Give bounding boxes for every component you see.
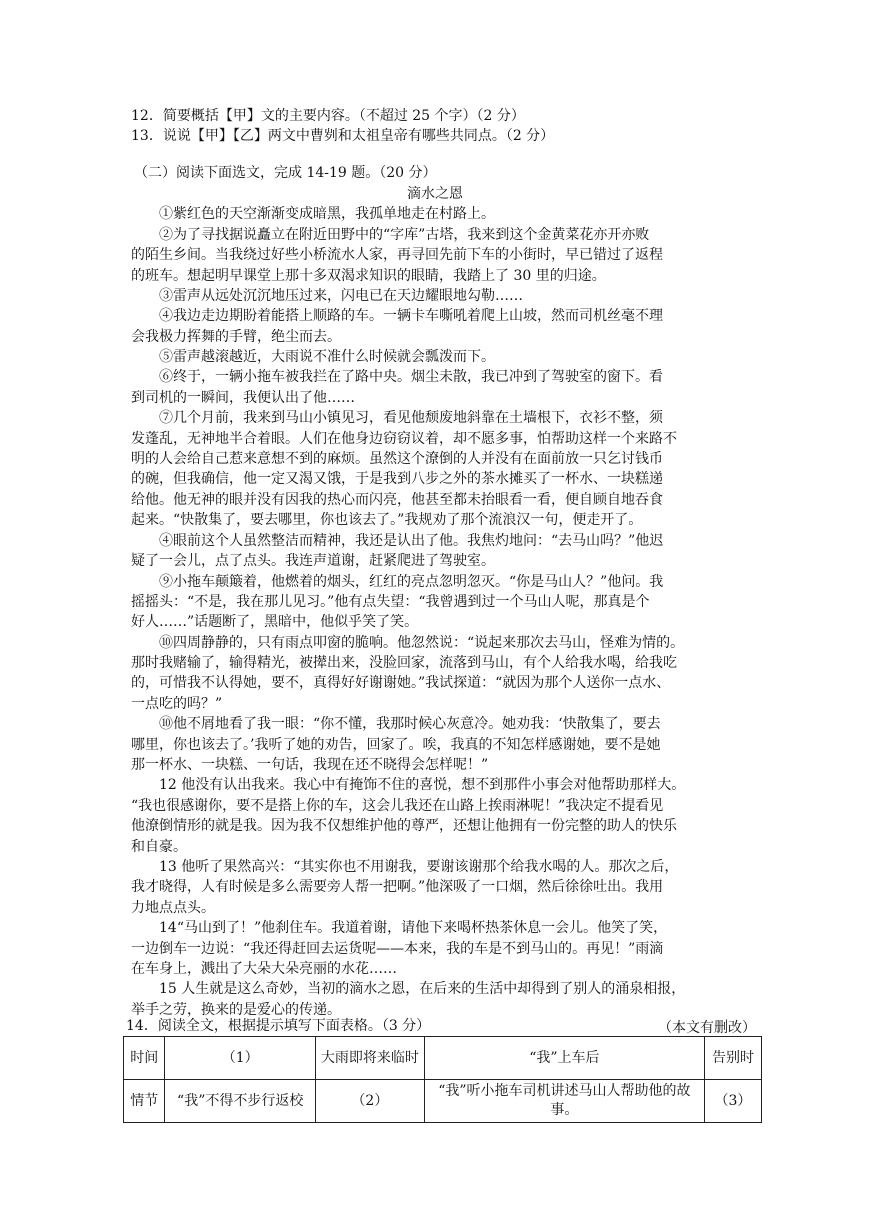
text-line: ⑨小拖车颠簸着，他燃着的烟头，红红的亮点忽明忽灭。“你是马山人？”他问。我 xyxy=(159,574,664,590)
question-14: 14．阅读全文，根据提示填写下面表格。（3 分） xyxy=(126,1018,431,1034)
text-line: 14“马山到了！”他刹住车。我道着谢，请他下来喝杯热茶休息一会儿。他笑了笑， xyxy=(159,920,668,936)
text-line: 13 他听了果然高兴：“其实你也不用谢我，要谢该谢那个给我水喝的人。那次之后， xyxy=(159,859,679,875)
text-line: ⑥终于，一辆小拖车被我拦在了路中央。烟尘未散，我已冲到了驾驶室的窗下。看 xyxy=(159,369,663,385)
text-line: 摇摇头：“不是，我在那儿见习。”他有点失望：“我曾遇到过一个马山人呢，那真是个 xyxy=(131,594,650,610)
text-line: “我也很感谢你，要不是搭上你的车，这会儿我还在山路上挨雨淋呢！”我决定不提看见 xyxy=(131,798,664,814)
text-line: ⑤雷声越滚越近，大雨说不准什么时候就会瓢泼而下。 xyxy=(159,349,495,365)
article-title: 滴水之恩 xyxy=(407,186,463,202)
table-cell: “我”不得不步行返校 xyxy=(165,1080,315,1123)
table-cell-header: “我”上车后 xyxy=(424,1037,704,1080)
table-cell-blank-3: （3） xyxy=(704,1080,761,1123)
text-line: ⑩四周静静的，只有雨点叩窗的脆响。他忽然说：“说起来那次去马山，怪难为情的。 xyxy=(159,635,685,651)
text-line: ⑦几个月前，我来到马山小镇见习，看见他颓废地斜靠在土墙根下，衣衫不整，须 xyxy=(159,410,663,426)
table-cell-blank-1: （1） xyxy=(165,1037,315,1080)
question-13: 13．说说【甲】【乙】两文中曹刿和太祖皇帝有哪些共同点。（2 分） xyxy=(131,128,555,144)
table-cell-blank-2: （2） xyxy=(315,1080,424,1123)
table-cell-header: 告别时 xyxy=(704,1037,761,1080)
text-line: 明的人会给自己惹来意想不到的麻烦。虽然这个潦倒的人并没有在面前放一只乞讨钱币 xyxy=(131,451,663,467)
question-12: 12．简要概括【甲】文的主要内容。（不超过 25 个字）（2 分） xyxy=(131,108,525,124)
text-line: ⑩他不屑地看了我一眼：“你不懂，我那时候心灰意冷。她劝我：‘快散集了，要去 xyxy=(159,716,661,732)
table-cell-header: 大雨即将来临时 xyxy=(315,1037,424,1080)
text-line: ①紫红色的天空渐渐变成暗黑，我孤单地走在村路上。 xyxy=(159,206,495,222)
text-line: 我才晓得，人有时候是多么需要旁人帮一把啊。”他深吸了一口烟，然后徐徐吐出。我用 xyxy=(131,879,664,895)
table-cell-header: 时间 xyxy=(124,1037,165,1080)
text-line: ②为了寻找据说矗立在附近田野中的“字库”古塔，我来到这个金黄菜花亦开亦败 xyxy=(159,227,650,243)
text-line: 好人……”话题断了，黑暗中，他似乎笑了笑。 xyxy=(131,614,419,630)
text-line: 他潦倒情形的就是我。因为我不仅想维护他的尊严，还想让他拥有一份完整的助人的快乐 xyxy=(131,818,677,834)
text-line: 疑了一会儿，点了点头。我连声道谢，赶紧爬进了驾驶室。 xyxy=(131,553,495,569)
table-row xyxy=(124,1080,762,1123)
text-line: 起来。“快散集了，要去哪里，你也该去了。”我规劝了那个流浪汉一句，便走开了。 xyxy=(131,512,643,528)
text-line: 那时我赌输了，输得精光，被撵出来，没脸回家，流落到马山，有个人给我水喝，给我吃 xyxy=(131,655,677,671)
text-line: 发蓬乱，无神地半合着眼。人们在他身边窃窃议着，却不愿多事，怕帮助这样一个来路不 xyxy=(131,431,677,447)
text-line: ③雷声从远处沉沉地压过来，闪电已在天边耀眼地勾勒…… xyxy=(159,288,523,304)
text-line: 那一杯水、一块糕、一句话，我现在还不晓得会怎样呢！” xyxy=(131,757,489,773)
text-line: ④我边走边期盼着能搭上顺路的车。一辆卡车嘶吼着爬上山坡，然而司机丝毫不理 xyxy=(159,308,663,324)
text-line: ④眼前这个人虽然整洁而精神，我还是认出了他。我焦灼地问：“去马山吗？”他迟 xyxy=(159,533,664,549)
table-cell: “我”听小拖车司机讲述马山人帮助他的故事。 xyxy=(424,1080,704,1123)
text-line: 15 人生就是这么奇妙，当初的滴水之恩，在后来的生活中却得到了别人的涌泉相报， xyxy=(159,981,686,997)
section-header: （二）阅读下面选文，完成 14-19 题。（20 分） xyxy=(134,165,437,181)
text-line: 哪里，你也该去了。’我听了她的劝告，回家了。唉，我真的不知怎样感谢她，要不是她 xyxy=(131,737,661,753)
text-line: 的班车。想起明早课堂上那十多双渴求知识的眼睛，我踏上了 30 里的归途。 xyxy=(131,268,606,284)
text-line: 一边倒车一边说：“我还得赶回去运货呢——本来，我的车是不到马山的。再见！”雨滴 xyxy=(131,941,664,957)
text-line: 给他。他无神的眼并没有因我的热心而闪亮，他甚至都未抬眼看一看，便自顾自地吞食 xyxy=(131,492,663,508)
text-line: 举手之劳，换来的是爱心的传递。 xyxy=(131,1002,341,1018)
text-line: 的陌生乡间。当我绕过好些小桥流水人家，再寻回先前下车的小街时，早已错过了返程 xyxy=(131,247,663,263)
text-line: 力地点点头。 xyxy=(131,900,215,916)
text-line: 的，可惜我不认得她，要不，真得好好谢谢她。”我试探道：“就因为那个人送你一点水、 xyxy=(131,675,671,691)
text-line: 在车身上，溅出了大朵大朵亮丽的水花…… xyxy=(131,961,397,977)
text-line: 和自豪。 xyxy=(131,839,187,855)
answer-table xyxy=(123,1036,762,1123)
text-line: 到司机的一瞬间，我便认出了他…… xyxy=(131,390,355,406)
text-line: 12 他没有认出我来。我心中有掩饰不住的喜悦，想不到那件小事会对他帮助那样大。 xyxy=(159,777,686,793)
text-line: 一点吃的吗？” xyxy=(131,696,223,712)
text-line: 会我极力挥舞的手臂，绝尘而去。 xyxy=(131,329,341,345)
text-line: 的碗，但我确信，他一定又渴又饿，于是我到八步之外的茶水摊买了一杯水、一块糕递 xyxy=(131,471,663,487)
table-row xyxy=(124,1037,762,1080)
source-note: （本文有删改） xyxy=(658,1020,756,1036)
table-cell-header: 情节 xyxy=(124,1080,165,1123)
